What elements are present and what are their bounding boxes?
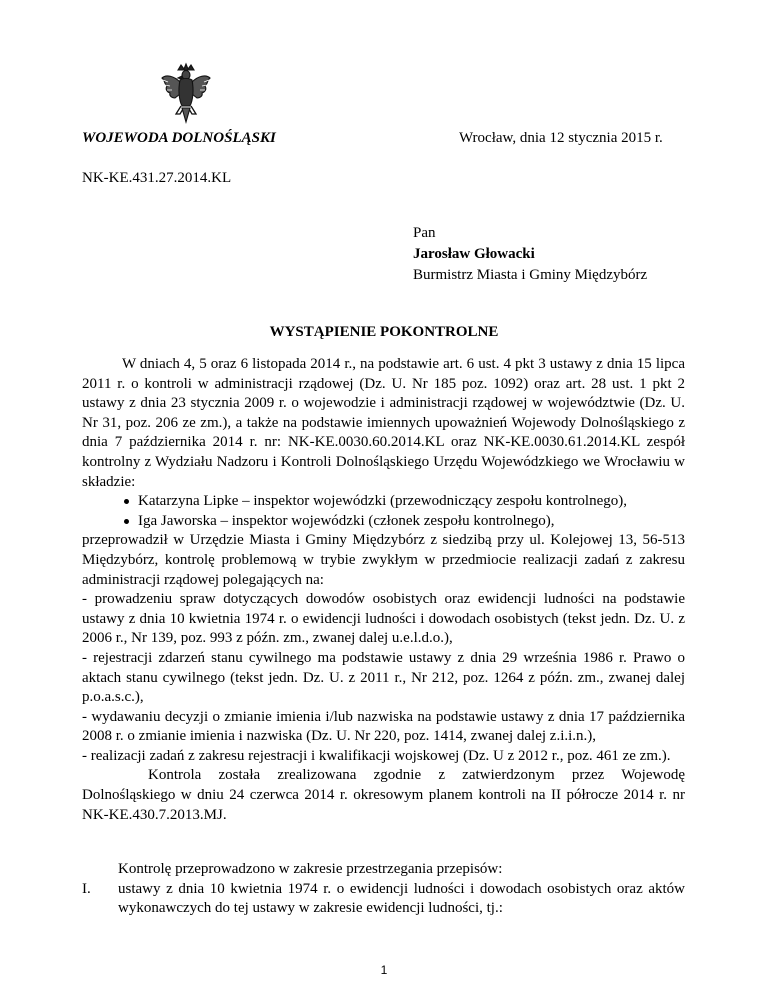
addressee-name: Jarosław Głowacki (413, 246, 535, 262)
task-item: - prowadzeniu spraw dotyczących dowodów osobistych oraz ewidencji ludności na podstawie ustawy z dnia 10 kwietnia 1974 r. o ewidencji ludności i dowodach osobistych (tekst jedn. Dz. U. z 2006 r., Nr 139, poz. 993 z późn. zm., zwanej dalej u.e.l.d.o.), (82, 591, 685, 647)
intro-paragraph: W dniach 4, 5 oraz 6 listopada 2014 r., na podstawie art. 6 ust. 4 pkt 3 ustawy z dnia 15 lipca 2011 r. o kontroli w administracji rządowej (Dz. U. Nr 185 poz. 1092) oraz art. 28 ust. 1 pkt 2 ustawy z dnia 23 stycznia 2009 r. o wojewodzie i administracji rządowej w województwie (Dz. U. Nr 31, poz. 206 ze zm.), a także na podstawie imiennych upoważnień Wojewody Dolnośląskiego z dnia 7 października 2014 r. nr: NK-KE.0030.60.2014.KL oraz NK-KE.0030.61.2014.KL zespół kontrolny z Wydziału Nadzoru i Kontroli Dolnośląskiego Urzędu Wojewódzkiego we Wrocławiu w składzie: (82, 356, 685, 490)
scope-item-number: I. (82, 880, 91, 897)
scope-section (82, 860, 685, 919)
continuation-paragraph: przeprowadził w Urzędzie Miasta i Gminy Międzybórz z siedzibą przy ul. Kolejowej 13, 56-513 Międzybórz, kontrolę problemową w trybie zwykłym w przedmiocie realizacji zadań z zakresu administracji rządowej polegających na: (82, 532, 685, 588)
document-title: WYSTĄPIENIE POKONTROLNE (269, 324, 499, 340)
team-member-text: Katarzyna Lipke – inspektor wojewódzki (przewodniczący zespołu kontrolnego), (138, 493, 627, 510)
task-item: - wydawaniu decyzji o zmianie imienia i/lub nazwiska na podstawie ustawy z dnia 17 października 2008 r. o zmianie imienia i nazwiska (Dz. U. Nr 220, poz. 1414, zwanej dalej z.i.i.n.), (82, 708, 685, 745)
bullet-icon (124, 499, 129, 504)
addressee-block (413, 223, 647, 286)
polish-eagle-emblem-icon (160, 62, 212, 124)
place-and-date: Wrocław, dnia 12 stycznia 2015 r. (459, 130, 663, 146)
plan-paragraph: Kontrola została zrealizowana zgodnie z zatwierdzonym przez Wojewodę Dolnośląskiego w dniu 24 czerwca 2014 r. okresowym planem kontroli na II półrocze 2014 r. nr NK-KE.430.7.2013.MJ. (82, 767, 685, 823)
addressee-position: Burmistrz Miasta i Gminy Międzybórz (413, 267, 648, 283)
team-list (82, 492, 685, 531)
task-item: - realizacji zadań z zakresu rejestracji i kwalifikacji wojskowej (Dz. U z 2012 r., poz. 461 ze zm.). (82, 747, 671, 764)
scope-item (82, 880, 685, 919)
document-body (82, 355, 685, 825)
team-member-text: Iga Jaworska – inspektor wojewódzki (członek zespołu kontrolnego), (138, 512, 555, 529)
bullet-icon (124, 519, 129, 524)
scope-intro: Kontrolę przeprowadzono w zakresie przestrzegania przepisów: (118, 861, 503, 877)
task-item: - rejestracji zdarzeń stanu cywilnego ma podstawie ustawy z dnia 29 września 1986 r. Prawo o aktach stanu cywilnego (tekst jedn. Dz. U. z 2011 r., Nr 212, poz. 1264 z późn. zm., zwanej dalej p.o.a.s.c.), (82, 649, 685, 706)
issuer-title: WOJEWODA DOLNOŚLĄSKI (82, 130, 276, 146)
reference-number: NK-KE.431.27.2014.KL (82, 170, 232, 186)
scope-item-text: ustawy z dnia 10 kwietnia 1974 r. o ewidencji ludności i dowodach osobistych oraz aktów wykonawczych do tej ustawy w zakresie ewidencji ludności, tj.: (118, 880, 685, 917)
addressee-salutation: Pan (413, 225, 436, 241)
team-member (82, 492, 685, 512)
team-member (82, 512, 685, 532)
page-number: 1 (380, 963, 388, 977)
